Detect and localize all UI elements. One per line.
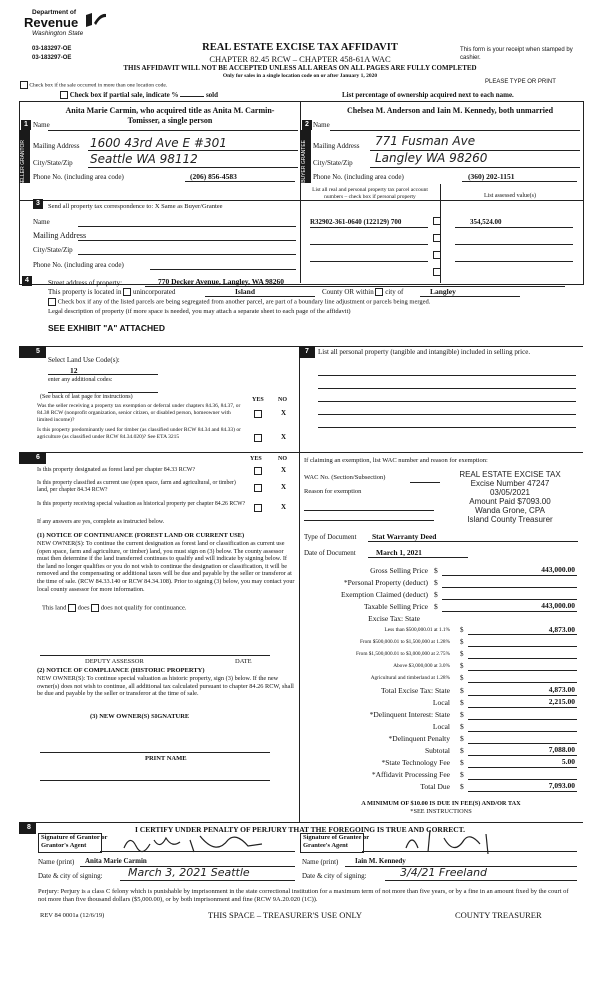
tech-fee-label: *State Technology Fee [381, 758, 450, 767]
located-row [48, 288, 175, 296]
does-qualify-checkbox[interactable] [68, 604, 76, 612]
seller-name: Anita Marie Carmin, who acquired title as Anita M. Carmin-Tomisser, a single person [65, 106, 275, 125]
tier1-value: 4,873.00 [548, 625, 575, 634]
s6-q3-no-mark[interactable]: X [281, 503, 287, 511]
seller-phone-label: Phone No. (including area code) [33, 173, 124, 181]
tier3-dollar: $ [460, 650, 464, 658]
gross-label: Gross Selling Price [370, 566, 428, 575]
county-or-row [322, 288, 403, 296]
doc-date: March 1, 2021 [376, 548, 422, 557]
sold-label: sold [205, 91, 219, 99]
buyer-name: Chelsea M. Anderson and Iain M. Kennedy, both unmarried [346, 106, 554, 115]
local-label: Local [432, 698, 450, 707]
does-label: does [77, 604, 90, 612]
notice2-title: (2) NOTICE OF COMPLIANCE (HISTORIC PROPERTY) [37, 667, 205, 674]
dept-name: Revenue [24, 15, 79, 30]
assessed-value: 354,524.00 [470, 218, 502, 226]
s5-q2: Is this property predominantly used for timber (as classified under RCW 84.34 and 84.33) or agriculture (as classified under RCW 84.34.020)? See ETA 3215 [37, 427, 241, 440]
exhibit-a: SEE EXHIBIT "A" ATTACHED [48, 323, 165, 333]
section-8-number: 8 [24, 823, 34, 833]
buyer-city: Langley WA 98260 [375, 151, 488, 165]
partial-sale-checkbox[interactable] [60, 91, 68, 99]
grantor-signature-label: Signature of Grantor or Grantor's Agent [41, 834, 108, 849]
county-or-label: County OR within [322, 288, 374, 296]
county-treasurer: COUNTY TREASURER [455, 910, 542, 920]
grantee-name: Iain M. Kennedy [355, 857, 406, 865]
buyer-mailing-label: Mailing Address [313, 142, 360, 150]
notice1-title: (1) NOTICE OF CONTINUANCE (FOREST LAND OR CURRENT USE) [37, 532, 245, 539]
exemption-dollar: $ [434, 590, 438, 599]
total-due-value: 7,093.00 [548, 781, 575, 790]
s6-q1: Is this property designated as forest land per chapter 84.33 RCW? [37, 467, 196, 473]
certify-text: I CERTIFY UNDER PENALTY OF PERJURY THAT THE FOREGOING IS TRUE AND CORRECT. [134, 825, 465, 834]
personal-property-text: List all personal property (tangible and intangible) included in selling price. [318, 348, 531, 356]
corr-phone-label: Phone No. (including area code) [33, 261, 124, 269]
if-yes-text: If any answers are yes, complete as instructed below. [37, 519, 165, 525]
personal-dollar: $ [434, 578, 438, 587]
delinq-local-dollar: $ [460, 722, 464, 731]
affidavit-fee-label: *Affidavit Processing Fee [371, 770, 450, 779]
total-due-dollar: $ [460, 782, 464, 791]
section-2-number: 2 [302, 120, 312, 130]
county-name: Island [235, 287, 256, 296]
correspondence-text: Send all property tax correspondence to: X Same as Buyer/Grantee [48, 203, 223, 210]
doc-date-label: Date of Document [304, 549, 356, 557]
city-name: Langley [430, 287, 456, 296]
segregated-checkbox[interactable] [48, 298, 56, 306]
partial-sale-label: Check box if partial sale, indicate % [69, 91, 179, 99]
total-state-dollar: $ [460, 686, 464, 695]
form-subtitle: CHAPTER 82.45 RCW – CHAPTER 458-61A WAC [209, 54, 391, 64]
s6-q2: Is this property classified as current use (open space, farm and agricultural, or timber) land, per chapter 84.34 RCW? [37, 480, 236, 493]
stamp-line-4: Amount Paid $7093.00 [469, 497, 551, 506]
section-1-number: 1 [21, 120, 31, 130]
list-pct: List percentage of ownership acquired next to each name. [342, 91, 514, 99]
new-owner-sig-label: (3) NEW OWNER(S) SIGNATURE [90, 713, 190, 720]
section-3-number: 3 [33, 199, 43, 209]
total-due-label: Total Due [420, 782, 450, 791]
tier3-label: From $1,500,000.01 to $3,000,000 at 2.75% [355, 651, 450, 657]
seller-city-label: City/State/Zip [33, 159, 73, 167]
multi-location-row [20, 81, 167, 89]
seller-mailing: 1600 43rd Ave E #301 [90, 136, 227, 150]
city-of-label: city of [385, 288, 404, 296]
seller-mailing-label: Mailing Address [33, 142, 80, 150]
street-address: 770 Decker Avenue, Langley, WA 98260 [158, 277, 285, 286]
taxable-dollar: $ [434, 602, 438, 611]
section-4-number: 4 [22, 276, 32, 286]
personal-property-checkbox-1[interactable] [433, 217, 441, 225]
s6-yes-header: YES [250, 456, 262, 462]
tier1-dollar: $ [460, 626, 464, 634]
corr-city-label: City/State/Zip [33, 246, 73, 254]
please-type: PLEASE TYPE OR PRINT [485, 79, 556, 85]
stamp-line-2: Excise Number 47247 [470, 479, 550, 488]
grantor-name-label: Name (print) [38, 858, 75, 866]
affidavit-fee-dollar: $ [460, 770, 464, 779]
taxable-label: Taxable Selling Price [363, 602, 428, 611]
tier2-dollar: $ [460, 638, 464, 646]
s6-q2-yes-checkbox[interactable] [254, 484, 262, 492]
treasurer-stamp [440, 470, 580, 524]
subtotal-value: 7,088.00 [548, 745, 575, 754]
select-land-label: Select Land Use Code(s): [48, 356, 120, 364]
deputy-date-label: DATE [235, 658, 252, 665]
buyer-mailing: 771 Fusman Ave [375, 134, 476, 148]
segregated-row [48, 298, 430, 306]
wac-label: WAC No. (Section/Subsection) [304, 474, 386, 481]
s6-q2-no-mark[interactable]: X [281, 483, 287, 491]
s6-q3: Is this property receiving special valuation as historical property per chapter 84.26 RCW? [37, 501, 246, 507]
revenue-logo [14, 9, 114, 39]
seller-phone: (206) 856-4583 [190, 172, 237, 181]
exemption-claim: If claiming an exemption, list WAC number and reason for exemption: [304, 457, 488, 464]
notice1-text: NEW OWNER(S): To continue the current designation as forest land or classification as current use (open space, farm and agriculture, or timber) land, you must sign on (3) below. The county assessor must then determine if the land transferred continues to qualify and will indicate by signing below. If the land no longer qualifies or you do not wish to continue the designation or classification, it will be removed and the compensating or additional taxes will be due and payable by the seller or transferor at the time of sale. (RCW 84.33.140 or RCW 84.34.108). Prior to signing (3) below, you may contact your local county assessor for more information. [37, 540, 295, 593]
receipt-note: This form is your receipt when stamped by cashier. [460, 47, 573, 61]
tax-table [300, 563, 582, 783]
revenue-logo-icon [84, 11, 108, 29]
s6-no-header: NO [278, 456, 287, 462]
partial-sale-row [60, 91, 218, 99]
notice2-text: NEW OWNER(S): To continue special valuation as historic property, sign (3) below. If the new owner(s) does not wish to continue, all additional tax calculated pursuant to chapter 84.26 RCW, shall be due and payable by the seller or transferor at the time of sale. [37, 675, 294, 698]
rev-number: REV 84 0001a (12/6/19) [40, 912, 105, 919]
form-id-2: 03-183297-OE [32, 55, 72, 61]
grantor-date-label: Date & city of signing: [38, 872, 103, 880]
buyer-side-label: BUYER GRANTEE [301, 140, 307, 183]
local-value: 2,215.00 [548, 697, 575, 706]
deputy-assessor-label: DEPUTY ASSESSOR [85, 658, 144, 665]
taxable-value: 443,000.00 [541, 601, 575, 610]
s5-q2-no-mark[interactable]: X [281, 433, 287, 441]
unincorporated-checkbox[interactable] [123, 288, 131, 296]
grantor-signature [120, 830, 270, 856]
buyer-name-label: Name [313, 121, 330, 129]
parcel-number: R32902-361-0640 (122129) 700 [310, 218, 402, 226]
seller-city: Seattle WA 98112 [90, 152, 198, 166]
seller-name-label: Name [33, 121, 50, 129]
stamp-line-6: Island County Treasurer [467, 515, 553, 524]
s6-q1-yes-checkbox[interactable] [254, 467, 262, 475]
s5-q1: Was the seller receiving a property tax exemption or deferral under chapters 84.36, 84.37, or 84.38 RCW (nonprofit organization, senior citizen, or disabled person, homeowner with limited income)? [37, 403, 241, 423]
subtotal-label: Subtotal [424, 746, 450, 755]
s5-yes-header: YES [252, 397, 264, 403]
s5-no-header: NO [278, 397, 287, 403]
stamp-line-1: REAL ESTATE EXCISE TAX [459, 470, 561, 479]
reason-label: Reason for exemption [304, 488, 362, 495]
corr-name-label: Name [33, 218, 50, 226]
section-5-number: 5 [33, 347, 43, 357]
delinq-interest-dollar: $ [460, 710, 464, 719]
tech-fee-value: 5.00 [561, 757, 575, 766]
total-state-label: Total Excise Tax: State [380, 686, 450, 695]
personal-property-checkbox-4[interactable] [433, 268, 441, 276]
tier5-dollar: $ [460, 674, 464, 682]
tech-fee-dollar: $ [460, 758, 464, 767]
delinq-penalty-dollar: $ [460, 734, 464, 743]
tier5-label: Agricultural and timberland at 1.28% [370, 675, 450, 681]
form-id-1: 03-183297-OE [32, 46, 72, 52]
tier2-label: From $500,000.01 to $1,500,000 at 1.28% [359, 639, 450, 645]
additional-codes-label: enter any additional codes: [48, 377, 113, 383]
s5-q1-yes-checkbox[interactable] [254, 410, 262, 418]
stamp-line-5: Wanda Grone, CPA [475, 506, 545, 515]
buyer-city-label: City/State/Zip [313, 159, 353, 167]
tier4-dollar: $ [460, 662, 464, 670]
multi-location-label: Check box if the sale occurred in more than one location code. [29, 82, 168, 89]
excise-state-label: Excise Tax: State [368, 614, 420, 623]
s6-q1-no-mark[interactable]: X [281, 466, 287, 474]
print-name-label: PRINT NAME [145, 755, 187, 762]
grantee-name-label: Name (print) [302, 858, 339, 866]
see-instructions: *SEE INSTRUCTIONS [410, 808, 472, 815]
unincorporated-label: unincorporated [132, 288, 176, 296]
this-land-row [42, 604, 187, 612]
doc-type: Stat Warranty Deed [372, 532, 437, 541]
grantor-date-city: March 3, 2021 Seattle [128, 866, 250, 879]
delinq-local-label: Local [432, 722, 450, 731]
personal-property-checkbox-2[interactable] [433, 234, 441, 242]
parcel-checkboxes [433, 217, 441, 225]
total-state-value: 4,873.00 [548, 685, 575, 694]
does-not-qualify-checkbox[interactable] [91, 604, 99, 612]
section-7-number: 7 [302, 347, 312, 357]
buyer-phone: (360) 202-1151 [468, 172, 515, 181]
s6-q3-yes-checkbox[interactable] [254, 504, 262, 512]
form-title: REAL ESTATE EXCISE TAX AFFIDAVIT [202, 42, 398, 53]
see-back-label: (See back of last page for instructions) [40, 394, 133, 400]
stamp-line-3: 03/05/2021 [489, 488, 531, 497]
legal-description-label: Legal description of property (if more space is needed, you may attach a separate sheet to each page of the affidavit) [48, 308, 351, 315]
perjury-text: Perjury: Perjury is a class C felony which is punishable by imprisonment in the state correctional institution for a maximum term of not more than five years, or by a fine in an amount fixed by the court of not more than five thousand dollars ($5,000.00), or by both imprisonment and fine (RCW 9A.20.020 (1C)). [38, 888, 569, 903]
s5-q1-no-mark[interactable]: X [281, 409, 287, 417]
subtotal-dollar: $ [460, 746, 464, 755]
section-6-number: 6 [33, 453, 43, 463]
seller-side-label: SELLER GRANTOR [20, 140, 26, 186]
doc-type-label: Type of Document [304, 533, 357, 541]
tier4-label: Above $3,000,000 at 3.0% [393, 663, 450, 669]
corr-mailing-label: Mailing Address [33, 231, 87, 240]
grantor-name: Anita Marie Carmin [85, 857, 147, 865]
assessed-header: List assessed value(s) [484, 193, 536, 199]
minimum-due: A MINIMUM OF $10.00 IS DUE IN FEE(S) AND/OR TAX [361, 800, 521, 807]
gross-value: 443,000.00 [541, 565, 575, 574]
form-warning: THIS AFFIDAVIT WILL NOT BE ACCEPTED UNLESS ALL AREAS ON ALL PAGES ARE FULLY COMPLETED [123, 64, 477, 72]
personal-property-checkbox-3[interactable] [433, 251, 441, 259]
grantee-date-label: Date & city of signing: [302, 872, 367, 880]
multi-location-checkbox[interactable] [20, 81, 28, 89]
located-label: This property is located in [48, 288, 122, 296]
not-qualify-label: does not qualify for continuance. [100, 604, 187, 612]
exemption-claimed-label: Exemption Claimed (deduct) [340, 590, 428, 599]
personal-label: *Personal Property (deduct) [343, 578, 428, 587]
grantee-date-city: 3/4/21 Freeland [400, 866, 488, 879]
parcel-header: List all real and personal property tax parcel account numbers – check box if personal property [312, 187, 428, 200]
land-use-code: 12 [70, 366, 78, 375]
tier1-label: Less than $500,000.01 at 1.1% [384, 627, 450, 633]
street-label: Street address of property: [48, 279, 123, 287]
buyer-phone-label: Phone No. (including area code) [313, 173, 404, 181]
dept-top: Department of [32, 9, 77, 16]
delinq-interest-label: *Delinquent Interest: State [369, 710, 450, 719]
only-for: Only for sales in a single location code on or after January 1, 2020 [222, 73, 378, 79]
grantee-signature-label: Signature of Grantee or Grantee's Agent [303, 834, 370, 849]
segregated-label: Check box if any of the listed parcels are being segregated from another parcel, are part of a boundary line adjustment or parcels being merged. [57, 298, 431, 306]
this-land-label: This land [42, 604, 67, 612]
s5-q2-yes-checkbox[interactable] [254, 434, 262, 442]
treasurer-use: THIS SPACE – TREASURER'S USE ONLY [208, 910, 362, 920]
dept-state: Washington State [32, 30, 84, 37]
city-checkbox[interactable] [375, 288, 383, 296]
delinq-penalty-label: *Delinquent Penalty [388, 734, 450, 743]
gross-dollar: $ [434, 566, 438, 575]
local-dollar: $ [460, 698, 464, 707]
grantee-signature [400, 826, 510, 858]
